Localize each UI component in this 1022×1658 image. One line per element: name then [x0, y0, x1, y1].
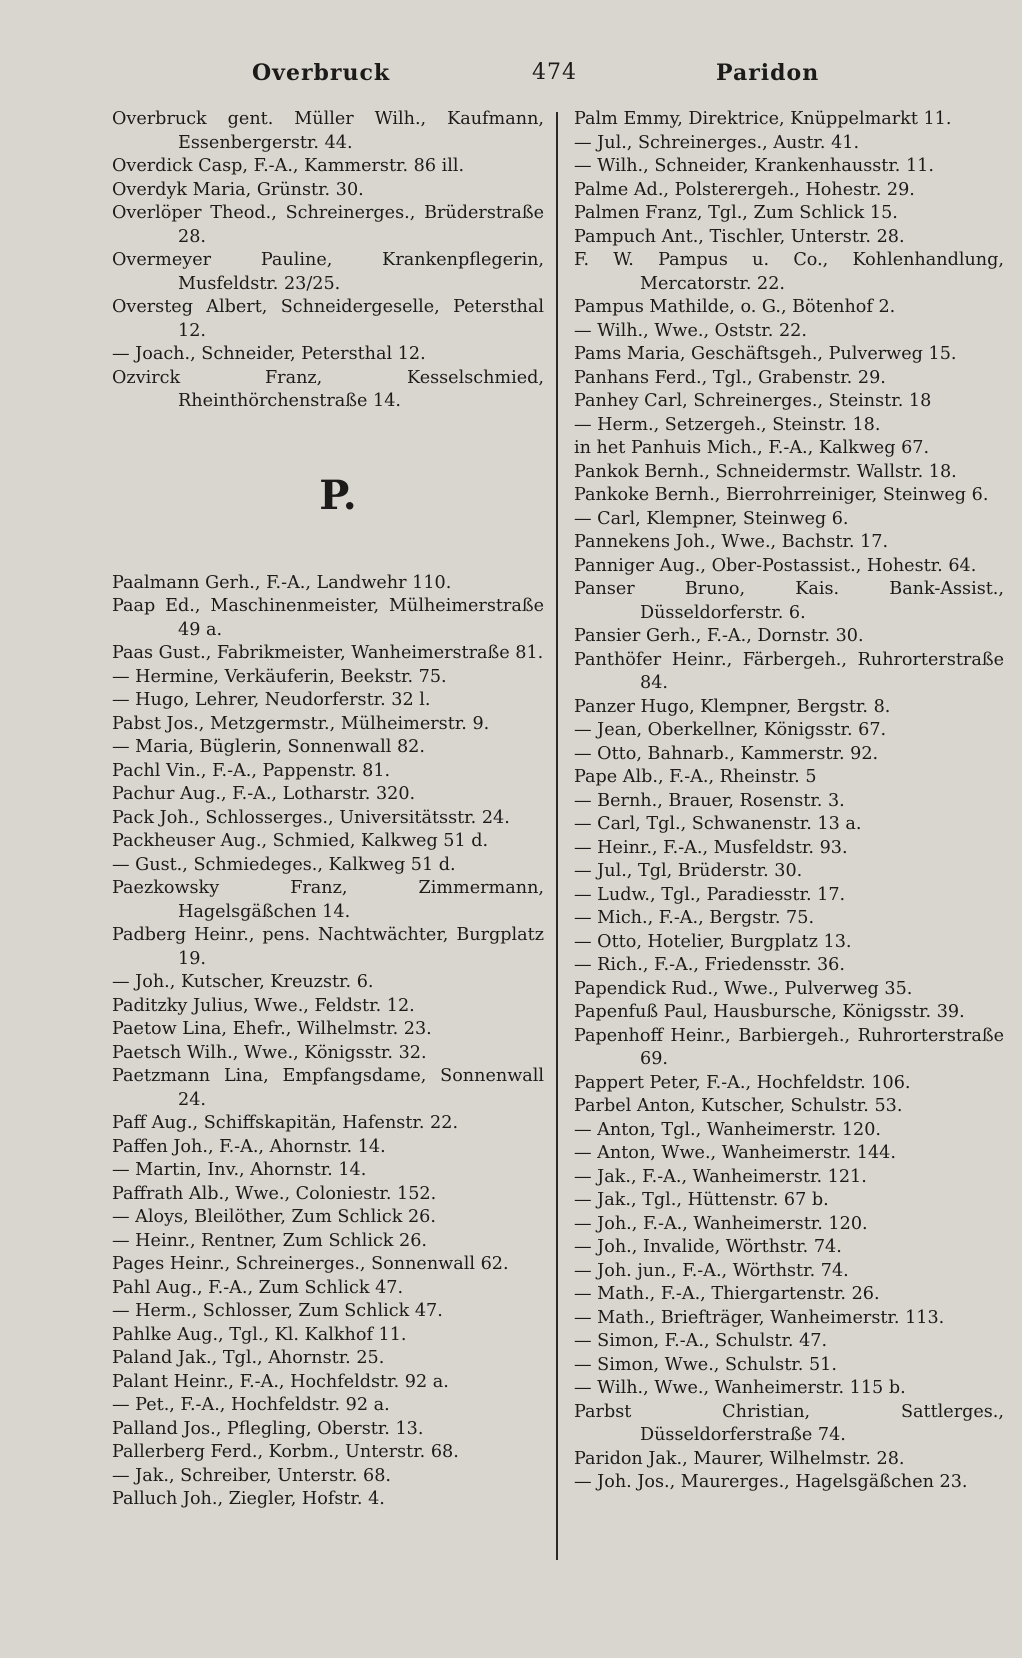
directory-entry: — Gust., Schmiedeges., Kalkweg 51 d.: [112, 854, 456, 875]
directory-entry: — Joh. Jos., Maurerges., Hagelsgäßchen 23.: [574, 1472, 968, 1492]
directory-entry: — Jean, Oberkellner, Königsstr. 67.: [574, 720, 887, 740]
directory-entry: — Jul., Schreinerges., Austr. 41.: [574, 132, 860, 153]
directory-entry: Paetsch Wilh., Wwe., Königsstr. 32.: [112, 1042, 427, 1063]
directory-entry: — Otto, Bahnarb., Kammerstr. 92.: [574, 743, 879, 764]
directory-entry: — Heinr., Rentner, Zum Schlick 26.: [112, 1230, 428, 1251]
directory-entry: Parbel Anton, Kutscher, Schulstr. 53.: [574, 1096, 903, 1116]
directory-entry: — Otto, Hotelier, Burgplatz 13.: [574, 931, 852, 952]
directory-entry: Pachl Vin., F.-A., Pappenstr. 81.: [112, 760, 391, 781]
directory-entry: Papendick Rud., Wwe., Pulverweg 35.: [574, 978, 913, 999]
directory-entry: Pahl Aug., F.-A., Zum Schlick 47.: [112, 1277, 404, 1298]
directory-entry: — Math., F.-A., Thiergartenstr. 26.: [574, 1284, 880, 1304]
directory-entry: — Mich., F.-A., Bergstr. 75.: [574, 908, 815, 928]
directory-entry: Pape Alb., F.-A., Rheinstr. 5: [574, 767, 817, 787]
directory-entry: Overmeyer Pauline, Krankenpflegerin, Musfeldstr. 23/25.: [112, 250, 544, 294]
directory-entry: Ozvirck Franz, Kesselschmied, Rheinthörchenstraße 14.: [112, 367, 544, 411]
left-column: [112, 108, 544, 1512]
directory-entry: — Ludw., Tgl., Paradiesstr. 17.: [574, 884, 846, 905]
directory-entry: — Hermine, Verkäuferin, Beekstr. 75.: [112, 666, 447, 687]
directory-entry: Parbst Christian, Sattlerges., Düsseldorferstraße 74.: [574, 1401, 1004, 1445]
entries-p-section: [112, 572, 544, 1512]
directory-entry: Panzer Hugo, Klempner, Bergstr. 8.: [574, 696, 891, 717]
directory-entry: — Heinr., F.-A., Musfeldstr. 93.: [574, 837, 848, 858]
entries-right: [574, 108, 1004, 1495]
directory-entry: Paland Jak., Tgl., Ahornstr. 25.: [112, 1348, 385, 1368]
directory-entry: Paditzky Julius, Wwe., Feldstr. 12.: [112, 995, 415, 1016]
directory-entry: Paalmann Gerh., F.-A., Landwehr 110.: [112, 572, 452, 593]
directory-entry: — Hugo, Lehrer, Neudorferstr. 32 l.: [112, 690, 431, 710]
directory-entry: Paap Ed., Maschinenmeister, Mülheimerstraße 49 a.: [112, 596, 544, 640]
right-column: [574, 108, 1004, 1495]
directory-entry: Palmen Franz, Tgl., Zum Schlick 15.: [574, 203, 898, 223]
directory-entry: — Martin, Inv., Ahornstr. 14.: [112, 1160, 367, 1180]
directory-entry: — Simon, Wwe., Schulstr. 51.: [574, 1354, 837, 1375]
directory-entry: — Joach., Schneider, Petersthal 12.: [112, 344, 426, 364]
directory-entry: Paff Aug., Schiffskapitän, Hafenstr. 22.: [112, 1113, 459, 1133]
directory-entry: — Aloys, Bleilöther, Zum Schlick 26.: [112, 1207, 436, 1227]
directory-entry: — Simon, F.-A., Schulstr. 47.: [574, 1331, 828, 1351]
directory-entry: Pannekens Joh., Wwe., Bachstr. 17.: [574, 532, 889, 552]
directory-entry: Pankoke Bernh., Bierrohrreiniger, Steinweg 6.: [574, 485, 989, 505]
directory-entry: Pams Maria, Geschäftsgeh., Pulverweg 15.: [574, 344, 957, 364]
directory-entry: — Carl, Tgl., Schwanenstr. 13 a.: [574, 814, 862, 834]
directory-entry: Palland Jos., Pflegling, Oberstr. 13.: [112, 1418, 424, 1439]
directory-entry: Pankok Bernh., Schneidermstr. Wallstr. 18.: [574, 461, 957, 482]
directory-entry: Palme Ad., Polsterergeh., Hohestr. 29.: [574, 179, 915, 200]
directory-entry: Panniger Aug., Ober-Postassist., Hohestr. 64.: [574, 555, 977, 576]
directory-entry: Pabst Jos., Metzgermstr., Mülheimerstr. 9.: [112, 713, 490, 734]
directory-entry: Palant Heinr., F.-A., Hochfeldstr. 92 a.: [112, 1371, 449, 1392]
directory-entry: Papenhoff Heinr., Barbiergeh., Ruhrorterstraße 69.: [574, 1025, 1004, 1069]
directory-entry: Panser Bruno, Kais. Bank-Assist., Düsseldorferstr. 6.: [574, 579, 1004, 623]
directory-entry: — Herm., Setzergeh., Steinstr. 18.: [574, 414, 881, 435]
directory-entry: Pappert Peter, F.-A., Hochfeldstr. 106.: [574, 1072, 911, 1093]
directory-entry: Packheuser Aug., Schmied, Kalkweg 51 d.: [112, 831, 489, 851]
directory-entry: — Wilh., Wwe., Wanheimerstr. 115 b.: [574, 1378, 906, 1398]
directory-entry: — Wilh., Schneider, Krankenhausstr. 11.: [574, 156, 934, 176]
directory-entry: Overdick Casp, F.-A., Kammerstr. 86 ill.: [112, 156, 465, 176]
directory-entry: Pampus Mathilde, o. G., Bötenhof 2.: [574, 297, 896, 317]
directory-entry: Paffen Joh., F.-A., Ahornstr. 14.: [112, 1136, 386, 1157]
directory-entry: Pampuch Ant., Tischler, Unterstr. 28.: [574, 226, 905, 247]
directory-entry: Palluch Joh., Ziegler, Hofstr. 4.: [112, 1489, 385, 1509]
directory-entry: Oversteg Albert, Schneidergeselle, Petersthal 12.: [112, 297, 544, 341]
directory-entry: Paridon Jak., Maurer, Wilhelmstr. 28.: [574, 1448, 905, 1469]
column-divider: [556, 112, 558, 1560]
directory-entry: Overlöper Theod., Schreinerges., Brüderstraße 28.: [112, 203, 544, 247]
directory-entry: — Anton, Wwe., Wanheimerstr. 144.: [574, 1143, 896, 1163]
directory-entry: Pahlke Aug., Tgl., Kl. Kalkhof 11.: [112, 1324, 407, 1345]
directory-entry: Pansier Gerh., F.-A., Dornstr. 30.: [574, 626, 864, 646]
directory-entry: — Bernh., Brauer, Rosenstr. 3.: [574, 790, 845, 811]
section-letter: P.: [319, 471, 357, 519]
directory-entry: — Math., Briefträger, Wanheimerstr. 113.: [574, 1307, 945, 1328]
directory-entry: Paas Gust., Fabrikmeister, Wanheimerstraße 81.: [112, 643, 544, 663]
directory-entry: Paffrath Alb., Wwe., Coloniestr. 152.: [112, 1183, 437, 1204]
directory-entry: Panhans Ferd., Tgl., Grabenstr. 29.: [574, 367, 886, 388]
directory-entry: Pachur Aug., F.-A., Lotharstr. 320.: [112, 784, 416, 804]
directory-entry: — Rich., F.-A., Friedensstr. 36.: [574, 955, 845, 975]
directory-entry: — Joh., Invalide, Wörthstr. 74.: [574, 1237, 842, 1257]
directory-entry: Paetow Lina, Ehefr., Wilhelmstr. 23.: [112, 1019, 432, 1039]
directory-entry: Padberg Heinr., pens. Nachtwächter, Burgplatz 19.: [112, 925, 544, 969]
directory-entry: — Pet., F.-A., Hochfeldstr. 92 a.: [112, 1395, 390, 1415]
directory-entry: Paetzmann Lina, Empfangsdame, Sonnenwall 24.: [112, 1066, 544, 1110]
directory-entry: Palm Emmy, Direktrice, Knüppelmarkt 11.: [574, 109, 952, 129]
directory-entry: — Anton, Tgl., Wanheimerstr. 120.: [574, 1119, 881, 1140]
directory-entry: in het Panhuis Mich., F.-A., Kalkweg 67.: [574, 438, 930, 458]
directory-entry: — Wilh., Wwe., Oststr. 22.: [574, 320, 807, 341]
directory-entry: — Joh., Kutscher, Kreuzstr. 6.: [112, 972, 374, 992]
directory-entry: F. W. Pampus u. Co., Kohlenhandlung, Mercatorstr. 22.: [574, 250, 1004, 294]
directory-entry: — Jak., F.-A., Wanheimerstr. 121.: [574, 1166, 867, 1187]
directory-entry: Pages Heinr., Schreinerges., Sonnenwall 62.: [112, 1254, 509, 1274]
running-head-left: Overbruck: [252, 60, 391, 86]
running-head-right: Paridon: [716, 60, 820, 86]
directory-entry: — Carl, Klempner, Steinweg 6.: [574, 508, 849, 529]
entries-o-section: [112, 108, 544, 414]
directory-entry: Papenfuß Paul, Hausbursche, Königsstr. 39.: [574, 1002, 965, 1022]
directory-entry: Pallerberg Ferd., Korbm., Unterstr. 68.: [112, 1442, 459, 1462]
directory-entry: — Jak., Tgl., Hüttenstr. 67 b.: [574, 1190, 829, 1210]
directory-entry: Overdyk Maria, Grünstr. 30.: [112, 179, 364, 200]
directory-entry: Panhey Carl, Schreinerges., Steinstr. 18: [574, 391, 932, 411]
directory-entry: — Herm., Schlosser, Zum Schlick 47.: [112, 1301, 443, 1321]
directory-entry: Pack Joh., Schlosserges., Universitätsstr. 24.: [112, 807, 510, 828]
directory-entry: — Jak., Schreiber, Unterstr. 68.: [112, 1465, 391, 1486]
directory-entry: Panthöfer Heinr., Färbergeh., Ruhrorterstraße 84.: [574, 649, 1004, 693]
directory-entry: — Jul., Tgl, Brüderstr. 30.: [574, 861, 803, 881]
directory-entry: — Maria, Büglerin, Sonnenwall 82.: [112, 737, 425, 757]
directory-entry: — Joh. jun., F.-A., Wörthstr. 74.: [574, 1260, 849, 1281]
page-number: 474: [532, 60, 577, 85]
directory-entry: — Joh., F.-A., Wanheimerstr. 120.: [574, 1213, 868, 1234]
directory-entry: Overbruck gent. Müller Wilh., Kaufmann, Essenbergerstr. 44.: [112, 109, 544, 153]
directory-entry: Paezkowsky Franz, Zimmermann, Hagelsgäßchen 14.: [112, 878, 544, 922]
